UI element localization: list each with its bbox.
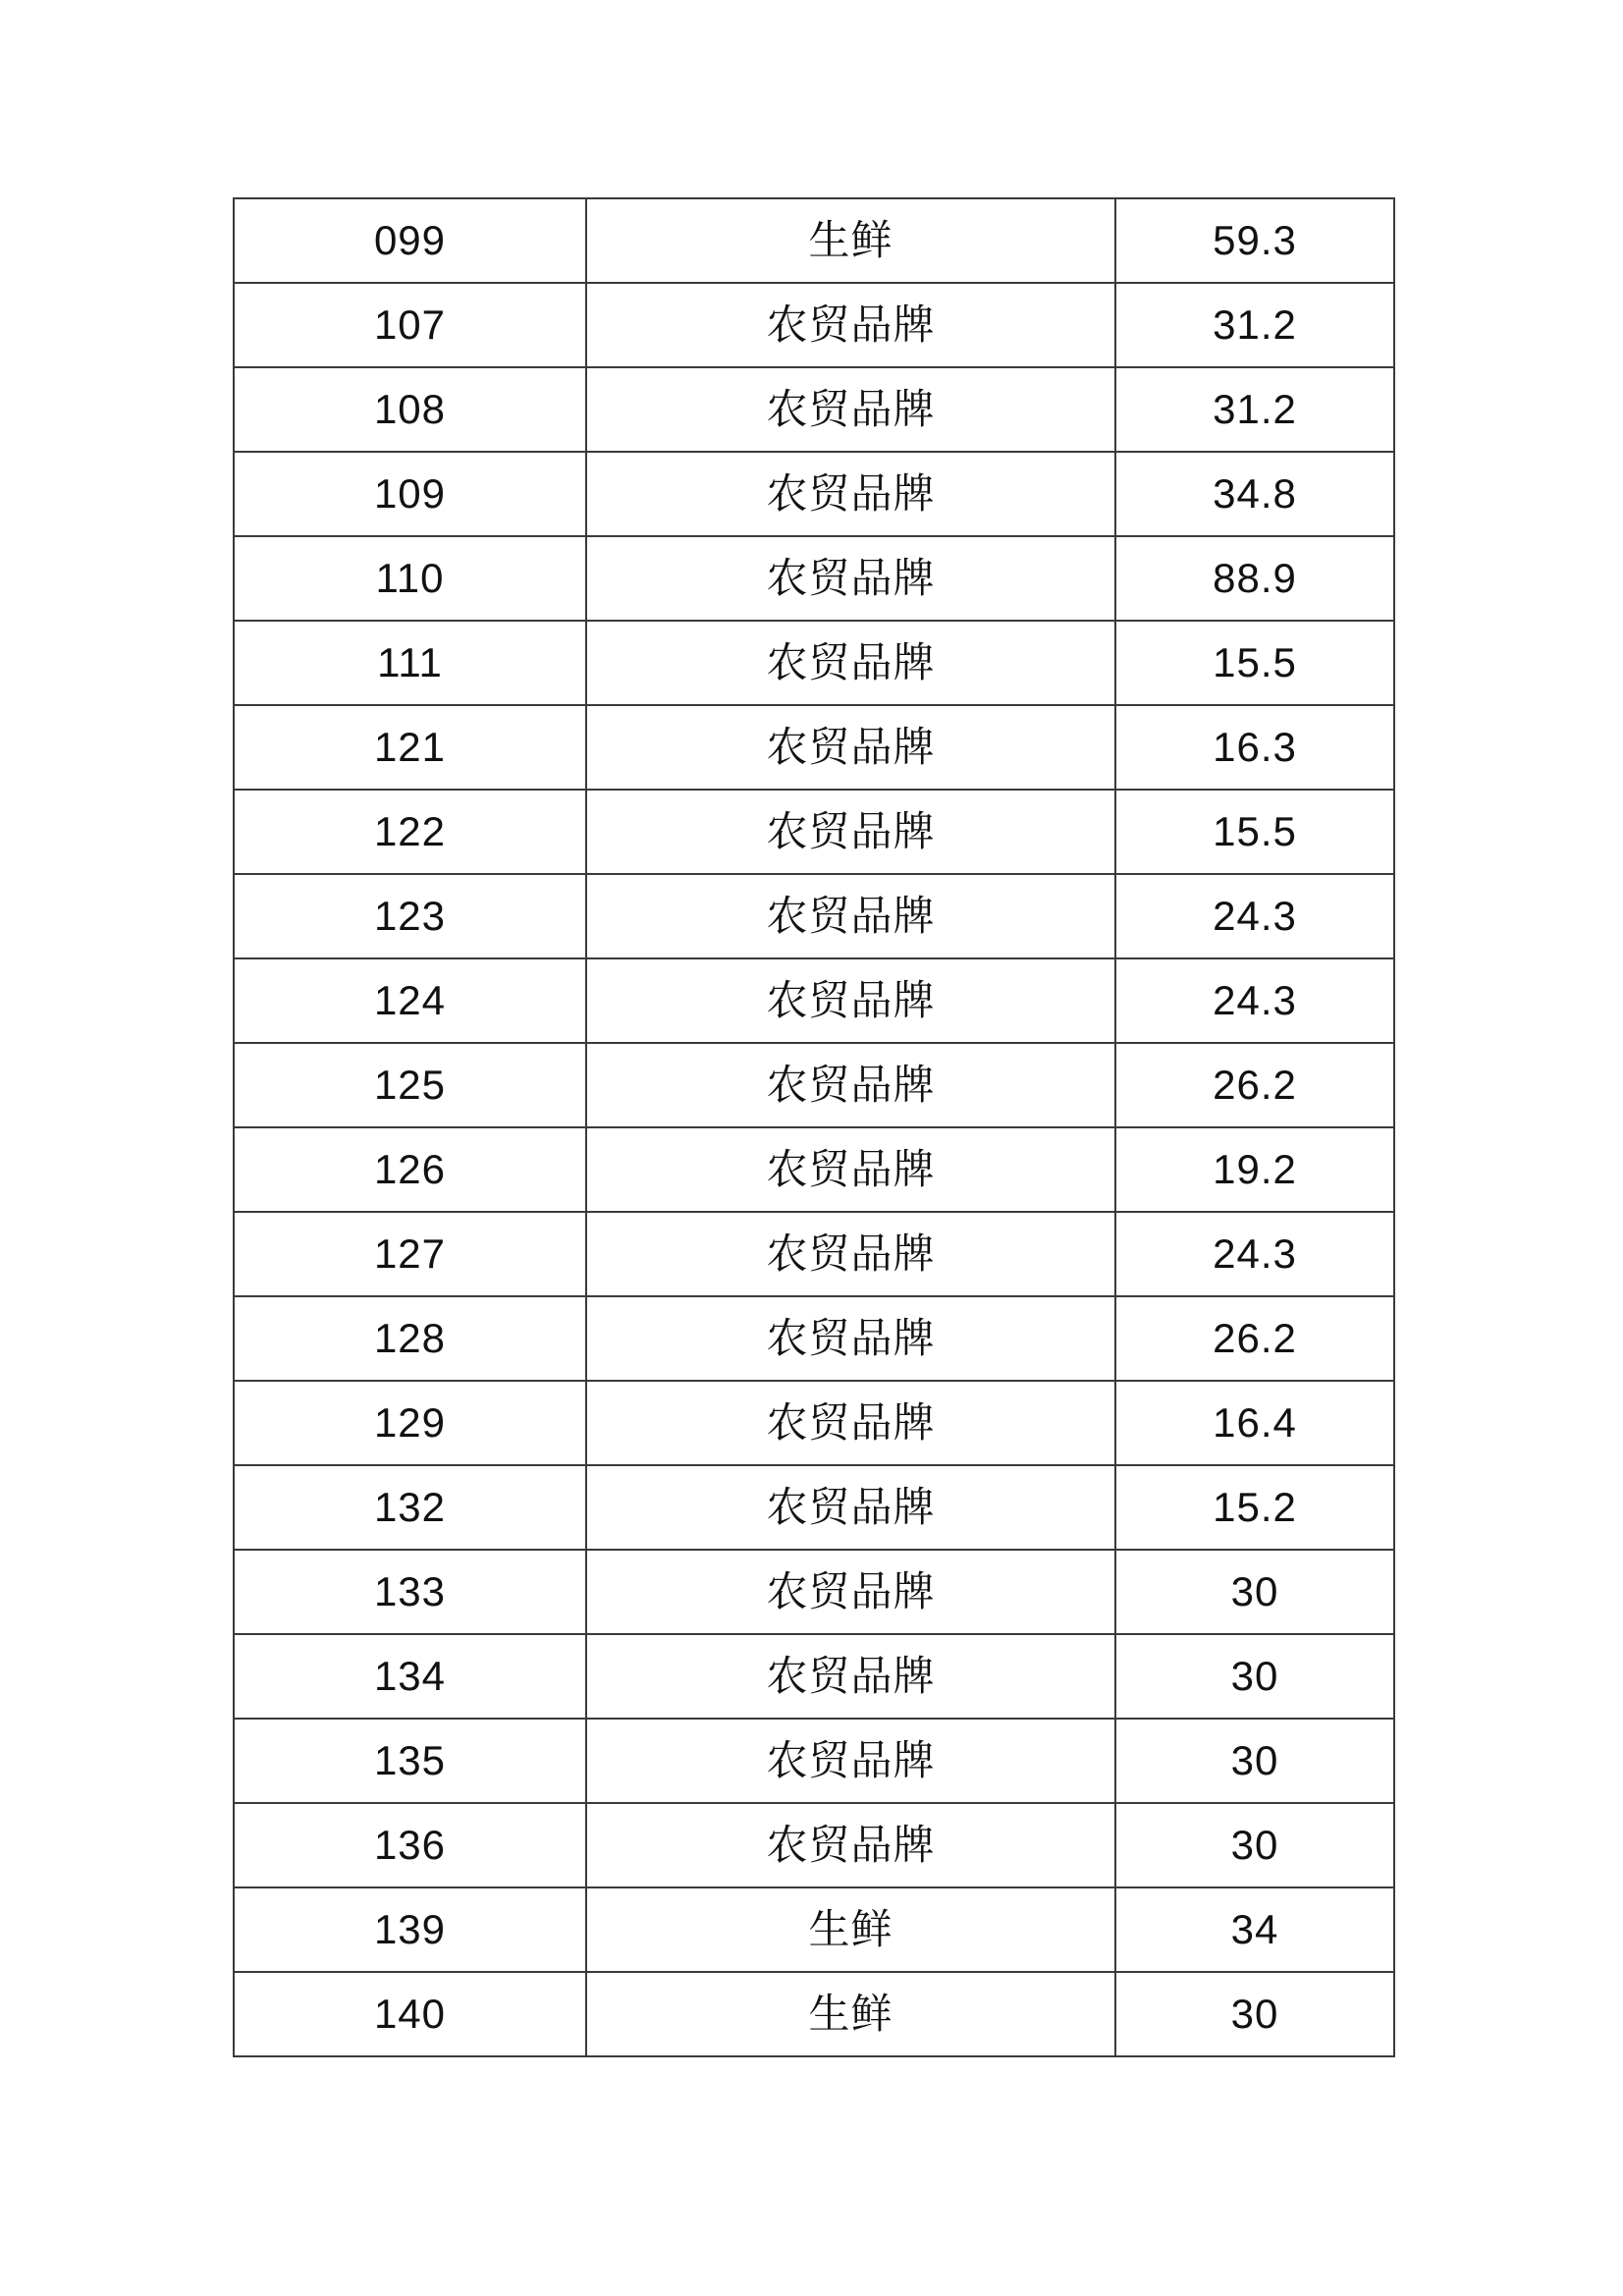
cell-stall-code: 132	[234, 1465, 586, 1550]
cell-category: 农贸品牌	[586, 1465, 1115, 1550]
cell-stall-code: 123	[234, 874, 586, 958]
cell-stall-code: 121	[234, 705, 586, 790]
cell-stall-code: 122	[234, 790, 586, 874]
table-row	[234, 621, 1394, 705]
cell-category: 农贸品牌	[586, 1127, 1115, 1212]
cell-stall-code: 107	[234, 283, 586, 367]
cell-stall-code: 134	[234, 1634, 586, 1719]
cell-category: 农贸品牌	[586, 1634, 1115, 1719]
table-row	[234, 1887, 1394, 1972]
cell-stall-code: 139	[234, 1887, 586, 1972]
table-row	[234, 283, 1394, 367]
cell-area-value: 24.3	[1115, 958, 1394, 1043]
cell-area-value: 31.2	[1115, 367, 1394, 452]
cell-stall-code: 133	[234, 1550, 586, 1634]
cell-area-value: 30	[1115, 1634, 1394, 1719]
cell-area-value: 15.2	[1115, 1465, 1394, 1550]
cell-category: 农贸品牌	[586, 1212, 1115, 1296]
cell-category: 农贸品牌	[586, 790, 1115, 874]
cell-category: 农贸品牌	[586, 452, 1115, 536]
cell-category: 农贸品牌	[586, 1719, 1115, 1803]
cell-area-value: 31.2	[1115, 283, 1394, 367]
cell-area-value: 30	[1115, 1550, 1394, 1634]
table-row	[234, 367, 1394, 452]
cell-stall-code: 124	[234, 958, 586, 1043]
table-row	[234, 705, 1394, 790]
cell-category: 农贸品牌	[586, 874, 1115, 958]
table-row	[234, 790, 1394, 874]
cell-stall-code: 129	[234, 1381, 586, 1465]
cell-category: 农贸品牌	[586, 958, 1115, 1043]
table-row	[234, 1381, 1394, 1465]
cell-area-value: 30	[1115, 1719, 1394, 1803]
table-row	[234, 198, 1394, 283]
cell-area-value: 19.2	[1115, 1127, 1394, 1212]
table-row	[234, 874, 1394, 958]
cell-stall-code: 136	[234, 1803, 586, 1887]
table-row	[234, 452, 1394, 536]
cell-area-value: 24.3	[1115, 874, 1394, 958]
cell-stall-code: 126	[234, 1127, 586, 1212]
table-row	[234, 1972, 1394, 2056]
cell-stall-code: 099	[234, 198, 586, 283]
cell-category: 农贸品牌	[586, 705, 1115, 790]
table-row	[234, 1043, 1394, 1127]
cell-category: 生鲜	[586, 1887, 1115, 1972]
table-row	[234, 536, 1394, 621]
cell-category: 农贸品牌	[586, 1043, 1115, 1127]
cell-stall-code: 125	[234, 1043, 586, 1127]
data-table	[233, 197, 1395, 2057]
cell-area-value: 30	[1115, 1972, 1394, 2056]
table-row	[234, 1719, 1394, 1803]
cell-area-value: 16.3	[1115, 705, 1394, 790]
table-row	[234, 1296, 1394, 1381]
cell-stall-code: 128	[234, 1296, 586, 1381]
cell-stall-code: 109	[234, 452, 586, 536]
cell-area-value: 24.3	[1115, 1212, 1394, 1296]
cell-stall-code: 140	[234, 1972, 586, 2056]
table-body	[234, 198, 1394, 2056]
cell-area-value: 15.5	[1115, 790, 1394, 874]
cell-stall-code: 111	[234, 621, 586, 705]
cell-category: 农贸品牌	[586, 283, 1115, 367]
table-row	[234, 1634, 1394, 1719]
cell-area-value: 30	[1115, 1803, 1394, 1887]
cell-category: 生鲜	[586, 1972, 1115, 2056]
cell-area-value: 88.9	[1115, 536, 1394, 621]
cell-stall-code: 127	[234, 1212, 586, 1296]
cell-category: 农贸品牌	[586, 621, 1115, 705]
table-row	[234, 1550, 1394, 1634]
table-row	[234, 1803, 1394, 1887]
cell-area-value: 26.2	[1115, 1296, 1394, 1381]
cell-area-value: 59.3	[1115, 198, 1394, 283]
cell-stall-code: 110	[234, 536, 586, 621]
table-row	[234, 1212, 1394, 1296]
cell-stall-code: 135	[234, 1719, 586, 1803]
cell-area-value: 26.2	[1115, 1043, 1394, 1127]
cell-area-value: 15.5	[1115, 621, 1394, 705]
cell-category: 农贸品牌	[586, 1296, 1115, 1381]
cell-category: 农贸品牌	[586, 1550, 1115, 1634]
table-row	[234, 1465, 1394, 1550]
cell-area-value: 34	[1115, 1887, 1394, 1972]
cell-area-value: 34.8	[1115, 452, 1394, 536]
cell-stall-code: 108	[234, 367, 586, 452]
table-row	[234, 958, 1394, 1043]
cell-area-value: 16.4	[1115, 1381, 1394, 1465]
cell-category: 农贸品牌	[586, 1381, 1115, 1465]
cell-category: 农贸品牌	[586, 367, 1115, 452]
cell-category: 农贸品牌	[586, 1803, 1115, 1887]
cell-category: 生鲜	[586, 198, 1115, 283]
cell-category: 农贸品牌	[586, 536, 1115, 621]
table-row	[234, 1127, 1394, 1212]
